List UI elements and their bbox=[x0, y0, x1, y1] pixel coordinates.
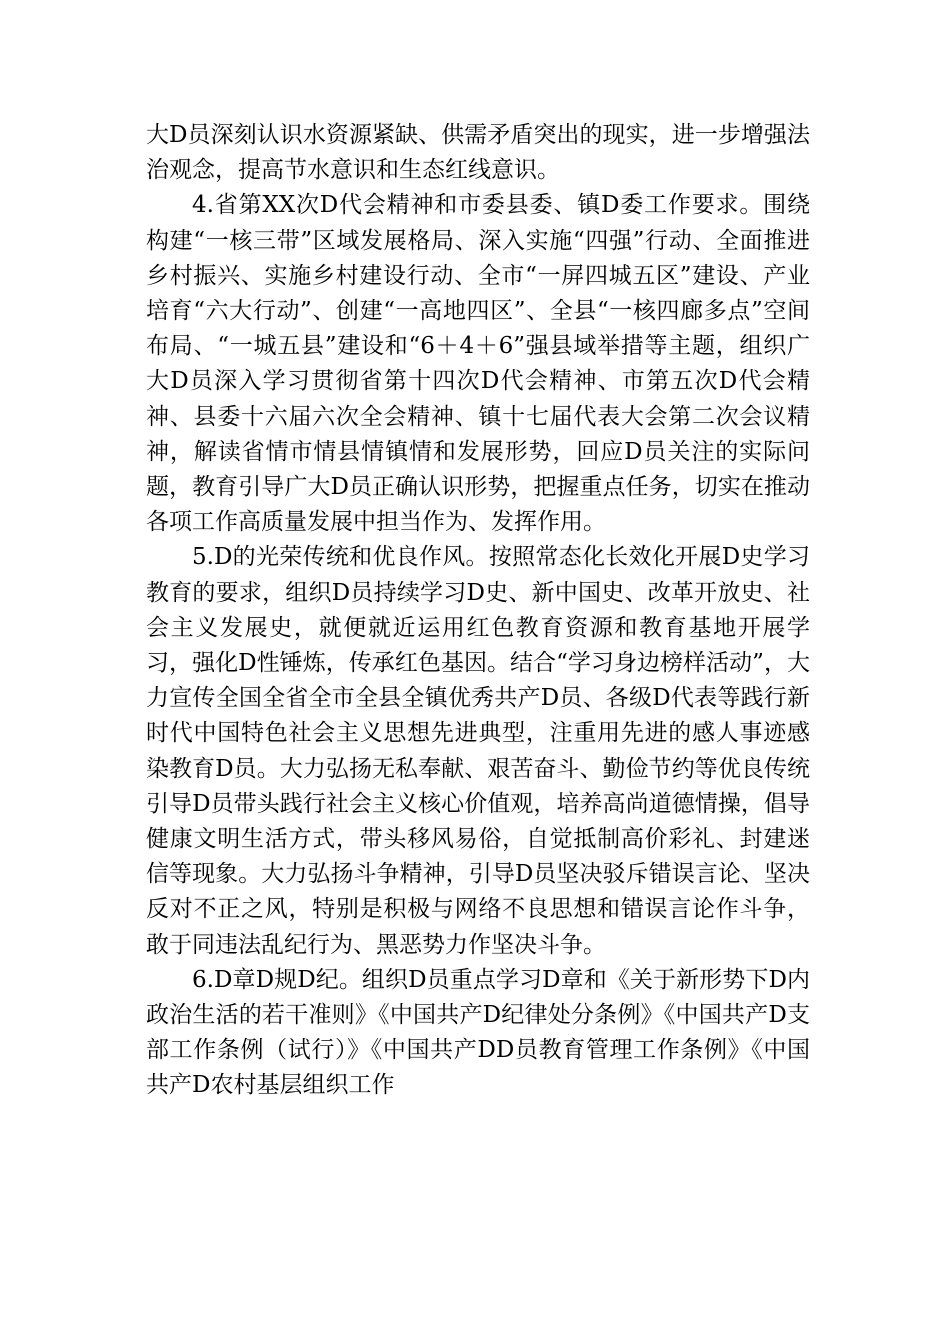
paragraph-section-5: 5.D的光荣传统和优良作风。按照常态化长效化开展D史学习教育的要求，组织D员持续学习D史、新中国史、改革开放史、社会主义发展史，就便就近运用红色教育资源和教育基地开展学习，强化D性锤炼，传承红色基因。结合“学习身边榜样活动”，大力宣传全国全省全市全县全镇优秀共产D员、各级D代表等践行新时代中国特色社会主义思想先进典型，注重用先进的感人事迹感染教育D员。大力弘扬无私奉献、艰苦奋斗、勤俭节约等优良传统引导D员带头践行社会主义核心价值观，培养高尚道德情操，倡导健康文明生活方式，带头移风易俗，自觉抵制高价彩礼、封建迷信等现象。大力弘扬斗争精神，引导D员坚决驳斥错误言论、坚决反对不正之风，特别是积极与网络不良思想和错误言论作斗争，敢于同违法乱纪行为、黑恶势力作坚决斗争。 bbox=[146, 544, 810, 958]
paragraph-section-6: 6.D章D规D纪。组织D员重点学习D章和《关于新形势下D内政治生活的若干准则》《中国共产D纪律处分条例》《中国共产D支部工作条例（试行）》《中国共产DD员教育管理工作条例》《中国共产D农村基层组织工作 bbox=[146, 966, 810, 1099]
paragraph-section-4: 4.省第XX次D代会精神和市委县委、镇D委工作要求。围绕构建“一核三带”区域发展格局、深入实施“四强”行动、全面推进乡村振兴、实施乡村建设行动、全市“一屏四城五区”建设、产业培育“六大行动”、创建“一高地四区”、全县“一核四廊多点”空间布局、“一城五县”建设和“6＋4＋6”强县域举措等主题，组织广大D员深入学习贯彻省第十四次D代会精神、市第五次D代会精神、县委十六届六次全会精神、镇十七届代表大会第二次会议精神，解读省情市情县情镇情和发展形势，回应D员关注的实际问题，教育引导广大D员正确认识形势，把握重点任务，切实在推动各项工作高质量发展中担当作为、发挥作用。 bbox=[146, 192, 810, 536]
document-page bbox=[146, 118, 810, 1104]
paragraph-continuation: 大D员深刻认识水资源紧缺、供需矛盾突出的现实，进一步增强法治观念，提高节水意识和生态红线意识。 bbox=[146, 122, 810, 184]
